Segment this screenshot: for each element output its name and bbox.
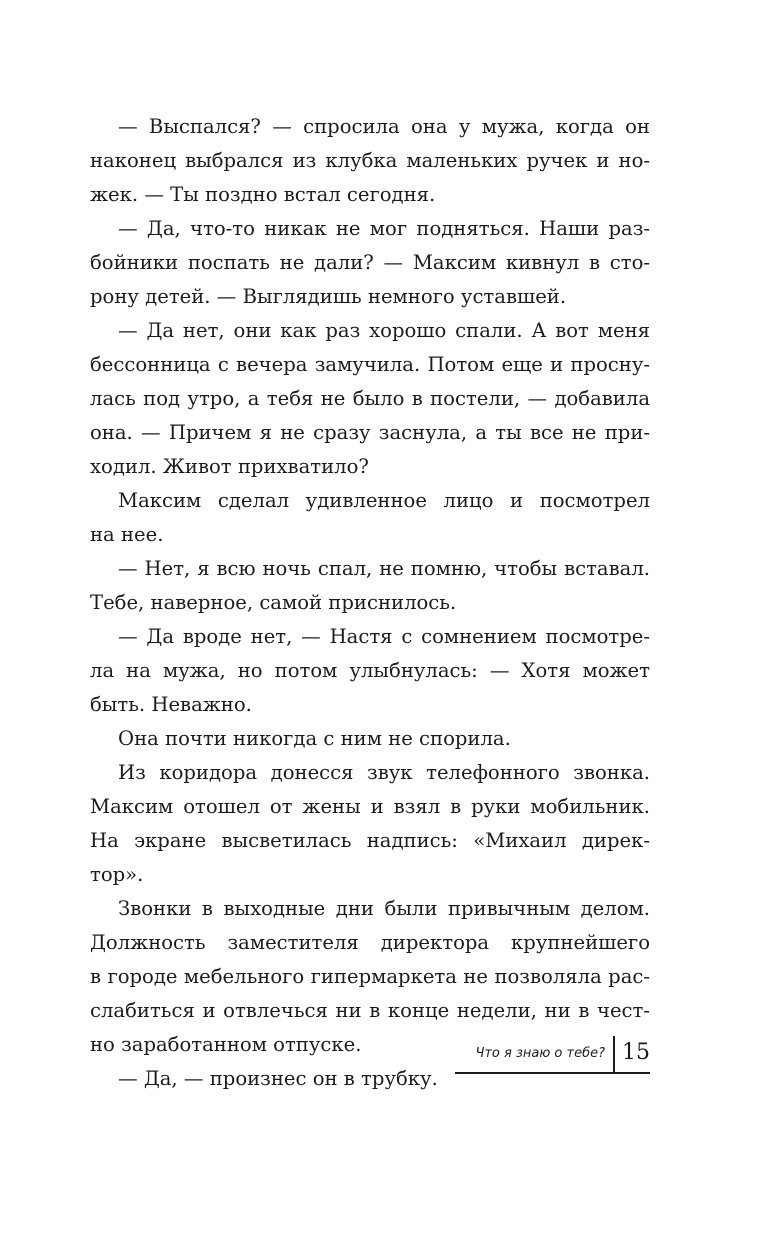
text-line: на нее. bbox=[90, 523, 164, 546]
text-line: Тебе, наверное, самой приснилось. bbox=[90, 591, 457, 614]
text-line: бойники поспать не дали? — Максим кивнул в сто- bbox=[90, 251, 650, 274]
text-line: ходил. Живот прихватило? bbox=[90, 455, 369, 478]
text-line: На экране высветилась надпись: «Михаил дирек- bbox=[90, 829, 650, 852]
page-body-text bbox=[90, 110, 650, 1096]
text-line: Максим сделал удивленное лицо и посмотрел bbox=[118, 489, 650, 512]
text-line: лась под утро, а тебя не было в постели, — добавила bbox=[90, 387, 650, 410]
text-line: Максим отошел от жены и взял в руки мобильник. bbox=[90, 795, 650, 818]
page-number: 15 bbox=[622, 1040, 650, 1065]
text-line: ла на мужа, но потом улыбнулась: — Хотя может bbox=[90, 659, 650, 682]
text-line: — Да, что-то никак не мог подняться. Наши раз- bbox=[118, 217, 650, 240]
text-line: быть. Неважно. bbox=[90, 693, 252, 716]
page-footer bbox=[455, 1036, 650, 1074]
text-line: Она почти никогда с ним не спорила. bbox=[118, 727, 511, 750]
footer-rule bbox=[455, 1072, 650, 1074]
text-line: — Да, — произнес он в трубку. bbox=[118, 1067, 438, 1090]
text-line: наконец выбрался из клубка маленьких ручек и но- bbox=[90, 149, 650, 172]
text-line: — Выспался? — спросила она у мужа, когда он bbox=[118, 115, 650, 138]
running-title: Что я знаю о тебе? bbox=[475, 1046, 605, 1061]
text-line: бессонница с вечера замучила. Потом еще и просну- bbox=[90, 353, 650, 376]
text-line: Из коридора донесся звук телефонного звонка. bbox=[118, 761, 650, 784]
text-line: — Нет, я всю ночь спал, не помню, чтобы вставал. bbox=[118, 557, 650, 580]
text-line: в городе мебельного гипермаркета не позволяла рас- bbox=[90, 965, 650, 988]
text-line: Звонки в выходные дни были привычным делом. bbox=[118, 897, 650, 920]
footer-vertical-rule bbox=[613, 1036, 615, 1073]
text-line: тор». bbox=[90, 863, 144, 886]
text-line: слабиться и отвлечься ни в конце недели, ни в чест- bbox=[90, 999, 650, 1022]
text-line: рону детей. — Выглядишь немного уставшей. bbox=[90, 285, 567, 308]
text-line: она. — Причем я не сразу заснула, а ты все не при- bbox=[90, 421, 650, 444]
text-line: — Да нет, они как раз хорошо спали. А вот меня bbox=[118, 319, 650, 342]
text-line: Должность заместителя директора крупнейшего bbox=[90, 931, 650, 954]
text-line: но заработанном отпуске. bbox=[90, 1033, 362, 1056]
text-line: — Да вроде нет, — Настя с сомнением посмотре- bbox=[118, 625, 650, 648]
text-line: жек. — Ты поздно встал сегодня. bbox=[90, 183, 436, 206]
